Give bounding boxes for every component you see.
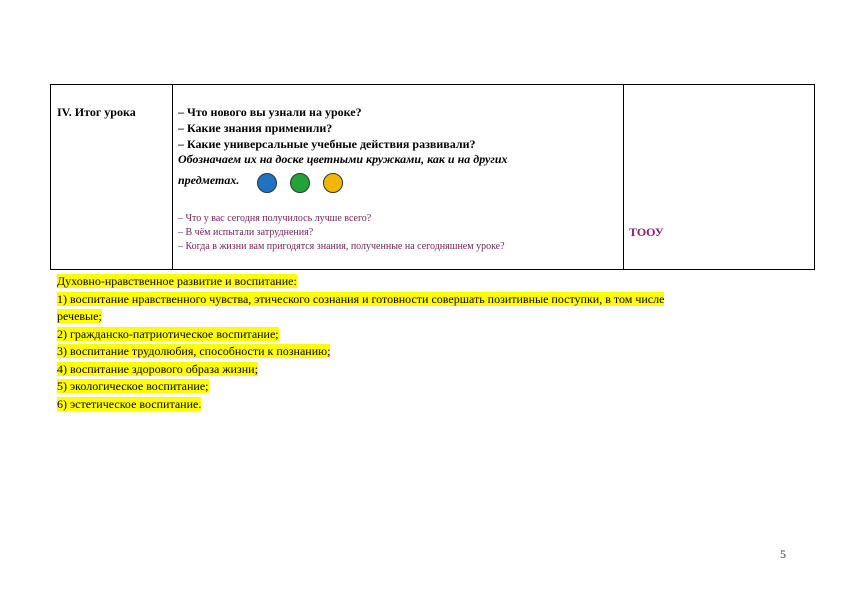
note-line-2: предметах. [178, 172, 240, 187]
reflection-question-3: – Когда в жизни вам пригодятся знания, полученные на сегодняшнем уроке? [178, 241, 505, 252]
list-item: 1) воспитание нравственного чувства, этического сознания и готовности совершать позитивные поступки, в том числе [57, 291, 665, 306]
stage-title: IV. Итог урока [57, 105, 136, 119]
table-row [51, 85, 815, 270]
summary-questions [178, 104, 623, 152]
list-item: 6) эстетическое воспитание. [57, 396, 202, 411]
list-item: 4) воспитание здорового образа жизни; [57, 361, 258, 376]
note-line-1: Обозначаем их на доске цветными кружками, как и на других [178, 152, 508, 166]
result-cell [624, 85, 815, 270]
stage-cell [51, 85, 173, 270]
question-3: – Какие универсальные учебные действия развивали? [178, 137, 476, 151]
list-item: 2) гражданско-патриотическое воспитание; [57, 326, 279, 341]
yellow-circle-icon [323, 173, 343, 193]
list-item: речевые; [57, 309, 102, 323]
green-circle-icon [290, 173, 310, 193]
result-label: ТООУ [629, 225, 664, 239]
reflection-question-2: – В чём испытали затруднения? [178, 227, 314, 238]
content-cell [173, 85, 624, 270]
question-2: – Какие знания применили? [178, 121, 333, 135]
values-list [57, 273, 777, 413]
colored-circles [257, 173, 343, 193]
list-item: 3) воспитание трудолюбия, способности к познанию; [57, 344, 331, 358]
page-number: 5 [780, 547, 786, 561]
blue-circle-icon [257, 173, 277, 193]
list-item: 5) экологическое воспитание; [57, 379, 209, 393]
reflection-questions [178, 212, 623, 254]
question-1: – Что нового вы узнали на уроке? [178, 105, 362, 119]
reflection-question-1: – Что у вас сегодня получилось лучше всего? [178, 213, 372, 224]
lesson-table [50, 84, 815, 270]
board-note [178, 152, 578, 193]
values-heading: Духовно-нравственное развитие и воспитание: [57, 274, 297, 288]
